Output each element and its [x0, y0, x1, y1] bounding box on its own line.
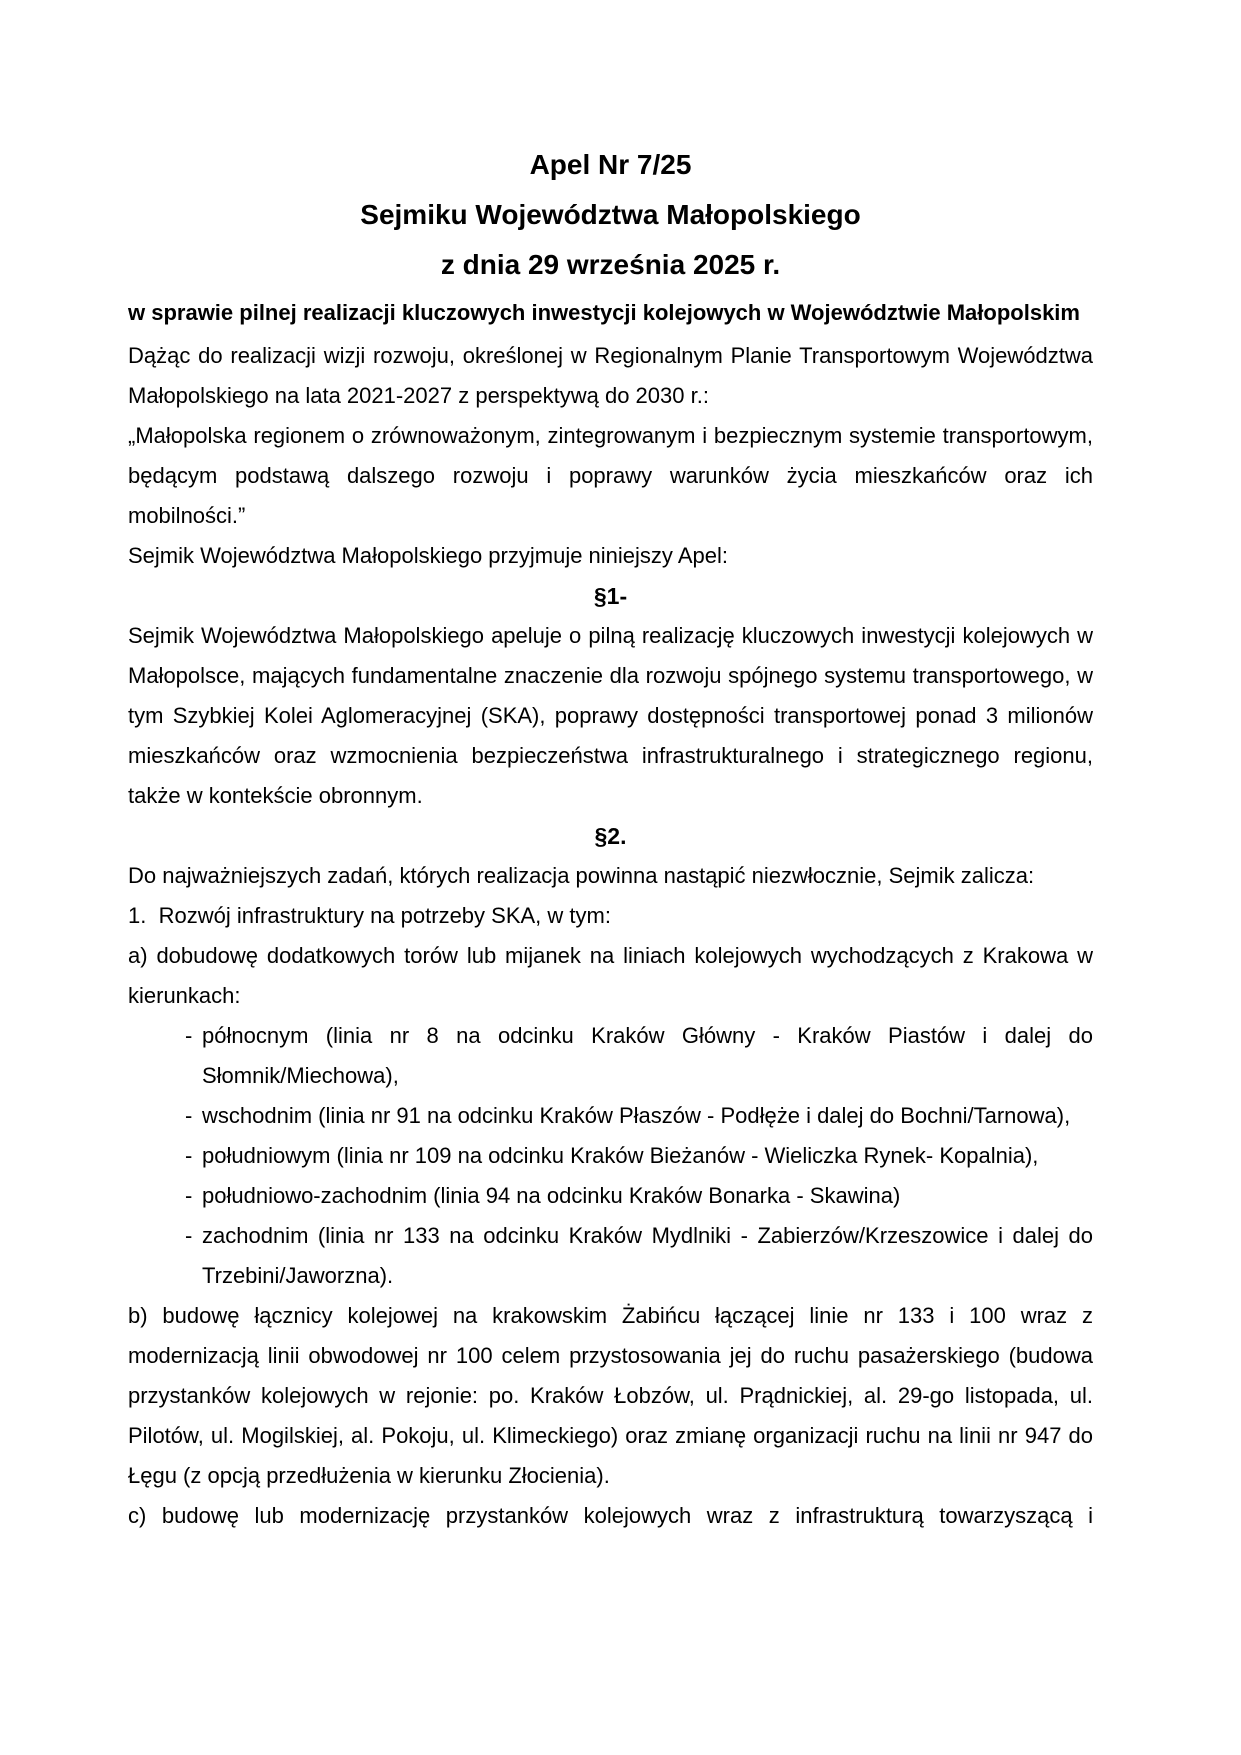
lettered-point-a: a) dobudowę dodatkowych torów lub mijanek na liniach kolejowych wychodzących z Krakowa w kierunkach:	[128, 943, 1093, 1008]
section-1-heading: §1-	[593, 583, 628, 609]
list-dash-marker: -	[185, 1183, 193, 1208]
list-item	[185, 1136, 1093, 1176]
list-item	[185, 1176, 1093, 1216]
doc-title-line-3: z dnia 29 września 2025 r.	[440, 249, 781, 280]
section-1-body: Sejmik Województwa Małopolskiego apeluje o pilną realizację kluczowych inwestycji kolejowych w Małopolsce, mających fundamentalne znaczenie dla rozwoju spójnego systemu transportowego, w tym Szybkiej Kolei Aglomeracyjnej (SKA), poprawy dostępności transportowej ponad 3 milionów mieszkańców oraz wzmocnienia bezpieczeństwa infrastrukturalnego i strategicznego regionu, także w kontekście obronnym.	[128, 623, 1093, 808]
lettered-point-b: b) budowę łącznicy kolejowej na krakowskim Żabińcu łączącej linie nr 133 i 100 wraz z modernizacją linii obwodowej nr 100 celem przystosowania jej do ruchu pasażerskiego (budowa przystanków kolejowych w rejonie: po. Kraków Łobzów, ul. Prądnickiej, al. 29-go listopada, ul. Pilotów, ul. Mogilskiej, al. Pokoju, ul. Klimeckiego) oraz zmianę organizacji ruchu na linii nr 947 do Łęgu (z opcją przedłużenia w kierunku Złocienia).	[128, 1303, 1093, 1488]
section-2-lead: Do najważniejszych zadań, których realizacja powinna nastąpić niezwłocznie, Sejmik zalicza:	[128, 863, 1035, 888]
preamble-paragraph-2: „Małopolska regionem o zrównoważonym, zintegrowanym i bezpiecznym systemie transportowym, będącym podstawą dalszego rozwoju i poprawy warunków życia mieszkańców oraz ich mobilności.”	[128, 423, 1093, 528]
list-item	[185, 1216, 1093, 1296]
numbered-point-1: 1. Rozwój infrastruktury na potrzeby SKA, w tym:	[128, 903, 611, 928]
list-dash-marker: -	[185, 1023, 193, 1048]
list-item-text: północnym (linia nr 8 na odcinku Kraków Główny - Kraków Piastów i dalej do Słomnik/Miechowa),	[202, 1023, 1093, 1088]
doc-title-line-1: Apel Nr 7/25	[529, 149, 692, 180]
list-item-text: południowym (linia nr 109 na odcinku Kraków Bieżanów - Wieliczka Rynek- Kopalnia),	[202, 1143, 1039, 1168]
doc-title-line-2: Sejmiku Województwa Małopolskiego	[360, 199, 861, 230]
preamble-paragraph-1: Dążąc do realizacji wizji rozwoju, określonej w Regionalnym Planie Transportowym Województwa Małopolskiego na lata 2021-2027 z perspektywą do 2030 r.:	[128, 343, 1093, 408]
rail-direction-list	[128, 1016, 1093, 1296]
list-item-text: zachodnim (linia nr 133 na odcinku Kraków Mydlniki - Zabierzów/Krzeszowice i dalej do Trzebini/Jaworzna).	[202, 1223, 1093, 1288]
list-item	[185, 1096, 1093, 1136]
list-dash-marker: -	[185, 1143, 193, 1168]
document-title	[128, 140, 1093, 290]
list-item-text: wschodnim (linia nr 91 na odcinku Kraków Płaszów - Podłęże i dalej do Bochni/Tarnowa),	[202, 1103, 1071, 1128]
section-2-heading: §2.	[594, 823, 627, 849]
lettered-point-c: c) budowę lub modernizację przystanków kolejowych wraz z infrastrukturą towarzyszącą i	[128, 1503, 1093, 1528]
list-dash-marker: -	[185, 1103, 193, 1128]
list-dash-marker: -	[185, 1223, 193, 1248]
list-item-text: południowo-zachodnim (linia 94 na odcinku Kraków Bonarka - Skawina)	[202, 1183, 901, 1208]
list-item	[185, 1016, 1093, 1096]
subject-paragraph: w sprawie pilnej realizacji kluczowych inwestycji kolejowych w Województwie Małopolskim	[128, 300, 1080, 325]
preamble-paragraph-3: Sejmik Województwa Małopolskiego przyjmuje niniejszy Apel:	[128, 543, 728, 568]
